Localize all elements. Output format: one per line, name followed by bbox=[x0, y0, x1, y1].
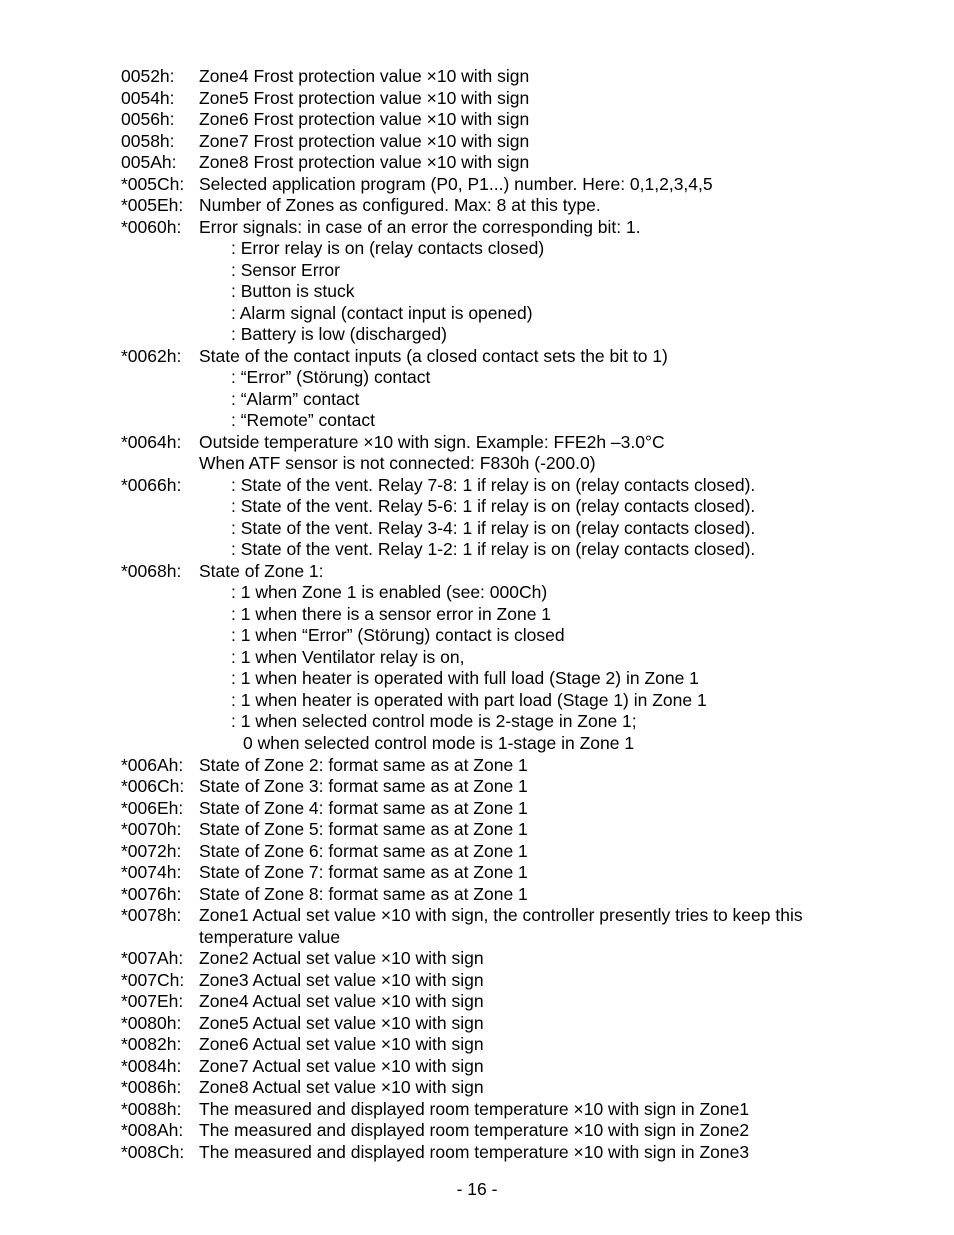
register-address: *0084h: bbox=[121, 1055, 182, 1076]
register-address: 005Ah: bbox=[121, 152, 177, 173]
register-line bbox=[0, 324, 954, 346]
register-line bbox=[0, 647, 954, 669]
register-line bbox=[0, 1120, 954, 1142]
register-address: *0070h: bbox=[121, 819, 182, 840]
register-line bbox=[0, 281, 954, 303]
register-line bbox=[0, 1034, 954, 1056]
register-description: : Error relay is on (relay contacts closed) bbox=[231, 238, 545, 259]
register-address: *006Ch: bbox=[121, 776, 185, 797]
register-line bbox=[0, 690, 954, 712]
page-number: - 16 - bbox=[456, 1179, 498, 1199]
register-address: *0082h: bbox=[121, 1034, 182, 1055]
register-line bbox=[0, 948, 954, 970]
register-address: *005Eh: bbox=[121, 195, 184, 216]
register-line bbox=[0, 238, 954, 260]
register-description: temperature value bbox=[199, 926, 341, 947]
register-description: : 1 when Ventilator relay is on, bbox=[231, 646, 465, 667]
register-address: 0056h: bbox=[121, 109, 175, 130]
register-description: : State of the vent. Relay 1-2: 1 if relay is on (relay contacts closed). bbox=[231, 539, 756, 560]
register-description: : 1 when “Error” (Störung) contact is closed bbox=[231, 625, 565, 646]
register-address: *0078h: bbox=[121, 905, 182, 926]
register-line bbox=[0, 991, 954, 1013]
register-description: State of Zone 6: format same as at Zone 1 bbox=[199, 840, 528, 861]
register-description: The measured and displayed room temperature ×10 with sign in Zone3 bbox=[199, 1141, 750, 1162]
register-description: : State of the vent. Relay 3-4: 1 if relay is on (relay contacts closed). bbox=[231, 517, 756, 538]
register-line bbox=[0, 518, 954, 540]
register-line bbox=[0, 798, 954, 820]
register-address: *0074h: bbox=[121, 862, 182, 883]
register-description: Zone4 Frost protection value ×10 with sign bbox=[199, 66, 530, 86]
register-description: Zone8 Actual set value ×10 with sign bbox=[199, 1077, 484, 1098]
register-address: *0060h: bbox=[121, 216, 182, 237]
register-line bbox=[0, 217, 954, 239]
register-address: *0068h: bbox=[121, 560, 182, 581]
register-line bbox=[0, 1013, 954, 1035]
register-line bbox=[0, 905, 954, 927]
register-description: Zone7 Frost protection value ×10 with sign bbox=[199, 130, 530, 151]
register-line bbox=[0, 841, 954, 863]
register-address: *0062h: bbox=[121, 345, 182, 366]
register-line bbox=[0, 625, 954, 647]
register-line bbox=[0, 174, 954, 196]
register-description: Zone8 Frost protection value ×10 with sign bbox=[199, 152, 530, 173]
register-description: : Button is stuck bbox=[231, 281, 355, 302]
register-description: 0 when selected control mode is 1-stage in Zone 1 bbox=[243, 732, 635, 753]
register-description: The measured and displayed room temperature ×10 with sign in Zone2 bbox=[199, 1120, 750, 1141]
register-description: Zone4 Actual set value ×10 with sign bbox=[199, 991, 484, 1012]
register-description: State of Zone 5: format same as at Zone 1 bbox=[199, 819, 528, 840]
register-line bbox=[0, 776, 954, 798]
register-line bbox=[0, 346, 954, 368]
register-description: Error signals: in case of an error the corresponding bit: 1. bbox=[199, 216, 641, 237]
register-description: Zone6 Actual set value ×10 with sign bbox=[199, 1034, 484, 1055]
register-description: Number of Zones as configured. Max: 8 at this type. bbox=[199, 195, 601, 216]
register-line bbox=[0, 389, 954, 411]
register-line bbox=[0, 367, 954, 389]
register-line bbox=[0, 131, 954, 153]
register-description: State of Zone 8: format same as at Zone 1 bbox=[199, 883, 528, 904]
register-address: *006Ah: bbox=[121, 754, 184, 775]
register-line bbox=[0, 970, 954, 992]
register-description: Zone2 Actual set value ×10 with sign bbox=[199, 948, 484, 969]
register-description: Zone6 Frost protection value ×10 with sign bbox=[199, 109, 530, 130]
register-address: *0064h: bbox=[121, 431, 182, 452]
register-line bbox=[0, 1099, 954, 1121]
register-line bbox=[0, 453, 954, 475]
register-description: : 1 when heater is operated with part load (Stage 1) in Zone 1 bbox=[231, 689, 707, 710]
register-line bbox=[0, 604, 954, 626]
register-line bbox=[0, 819, 954, 841]
register-description: : 1 when there is a sensor error in Zone 1 bbox=[231, 603, 552, 624]
register-line bbox=[0, 561, 954, 583]
register-line bbox=[0, 496, 954, 518]
register-line bbox=[0, 668, 954, 690]
register-line bbox=[0, 884, 954, 906]
register-description: : 1 when selected control mode is 2-stage in Zone 1; bbox=[231, 711, 637, 732]
register-description: State of Zone 3: format same as at Zone 1 bbox=[199, 776, 528, 797]
register-line bbox=[0, 88, 954, 110]
register-line bbox=[0, 1142, 954, 1164]
register-address: *0088h: bbox=[121, 1098, 182, 1119]
register-address: 0058h: bbox=[121, 130, 175, 151]
register-line bbox=[0, 1056, 954, 1078]
register-line bbox=[0, 195, 954, 217]
register-line bbox=[0, 303, 954, 325]
register-address: *008Ch: bbox=[121, 1141, 185, 1162]
register-description: : 1 when heater is operated with full load (Stage 2) in Zone 1 bbox=[231, 668, 699, 689]
register-description: : “Error” (Störung) contact bbox=[231, 367, 431, 388]
register-description: Selected application program (P0, P1...) number. Here: 0,1,2,3,4,5 bbox=[199, 173, 713, 194]
register-description: Zone5 Actual set value ×10 with sign bbox=[199, 1012, 484, 1033]
register-description: Zone3 Actual set value ×10 with sign bbox=[199, 969, 484, 990]
register-address: *0080h: bbox=[121, 1012, 182, 1033]
register-description: Zone5 Frost protection value ×10 with sign bbox=[199, 87, 530, 108]
register-description: : “Remote” contact bbox=[231, 410, 375, 431]
register-address: *005Ch: bbox=[121, 173, 185, 194]
register-description: : Sensor Error bbox=[231, 259, 340, 280]
register-description: : Alarm signal (contact input is opened) bbox=[231, 302, 533, 323]
register-description: State of Zone 1: bbox=[199, 560, 324, 581]
register-line bbox=[0, 410, 954, 432]
register-line bbox=[0, 152, 954, 174]
register-description: State of Zone 2: format same as at Zone 1 bbox=[199, 754, 528, 775]
register-description: The measured and displayed room temperature ×10 with sign in Zone1 bbox=[199, 1098, 750, 1119]
register-line bbox=[0, 862, 954, 884]
register-description: When ATF sensor is not connected: F830h (-200.0) bbox=[199, 453, 596, 474]
register-description: State of the contact inputs (a closed contact sets the bit to 1) bbox=[199, 345, 668, 366]
register-description: State of Zone 4: format same as at Zone 1 bbox=[199, 797, 528, 818]
register-address: *0072h: bbox=[121, 840, 182, 861]
register-description: Zone7 Actual set value ×10 with sign bbox=[199, 1055, 484, 1076]
register-address: *0076h: bbox=[121, 883, 182, 904]
register-line bbox=[0, 927, 954, 949]
register-description: : State of the vent. Relay 7-8: 1 if relay is on (relay contacts closed). bbox=[231, 474, 756, 495]
register-address: *007Eh: bbox=[121, 991, 184, 1012]
register-description: Outside temperature ×10 with sign. Example: FFE2h –3.0°C bbox=[199, 431, 665, 452]
register-line bbox=[0, 109, 954, 131]
register-address: *007Ah: bbox=[121, 948, 184, 969]
register-description: State of Zone 7: format same as at Zone 1 bbox=[199, 862, 528, 883]
register-address: *0066h: bbox=[121, 474, 182, 495]
register-line bbox=[0, 539, 954, 561]
register-line bbox=[0, 432, 954, 454]
register-line bbox=[0, 711, 954, 733]
register-address: *0086h: bbox=[121, 1077, 182, 1098]
register-description: Zone1 Actual set value ×10 with sign, the controller presently tries to keep this bbox=[199, 905, 803, 926]
register-line bbox=[0, 260, 954, 282]
register-line bbox=[0, 582, 954, 604]
register-list bbox=[0, 66, 954, 1163]
register-line bbox=[0, 1077, 954, 1099]
register-description: : State of the vent. Relay 5-6: 1 if relay is on (relay contacts closed). bbox=[231, 496, 756, 517]
register-address: 0052h: bbox=[121, 66, 175, 86]
register-address: 0054h: bbox=[121, 87, 175, 108]
register-line bbox=[0, 475, 954, 497]
register-line bbox=[0, 66, 954, 88]
register-address: *007Ch: bbox=[121, 969, 185, 990]
register-line bbox=[0, 733, 954, 755]
register-description: : “Alarm” contact bbox=[231, 388, 360, 409]
register-description: : 1 when Zone 1 is enabled (see: 000Ch) bbox=[231, 582, 548, 603]
register-address: *006Eh: bbox=[121, 797, 184, 818]
register-description: : Battery is low (discharged) bbox=[231, 324, 447, 345]
register-line bbox=[0, 755, 954, 777]
register-address: *008Ah: bbox=[121, 1120, 184, 1141]
